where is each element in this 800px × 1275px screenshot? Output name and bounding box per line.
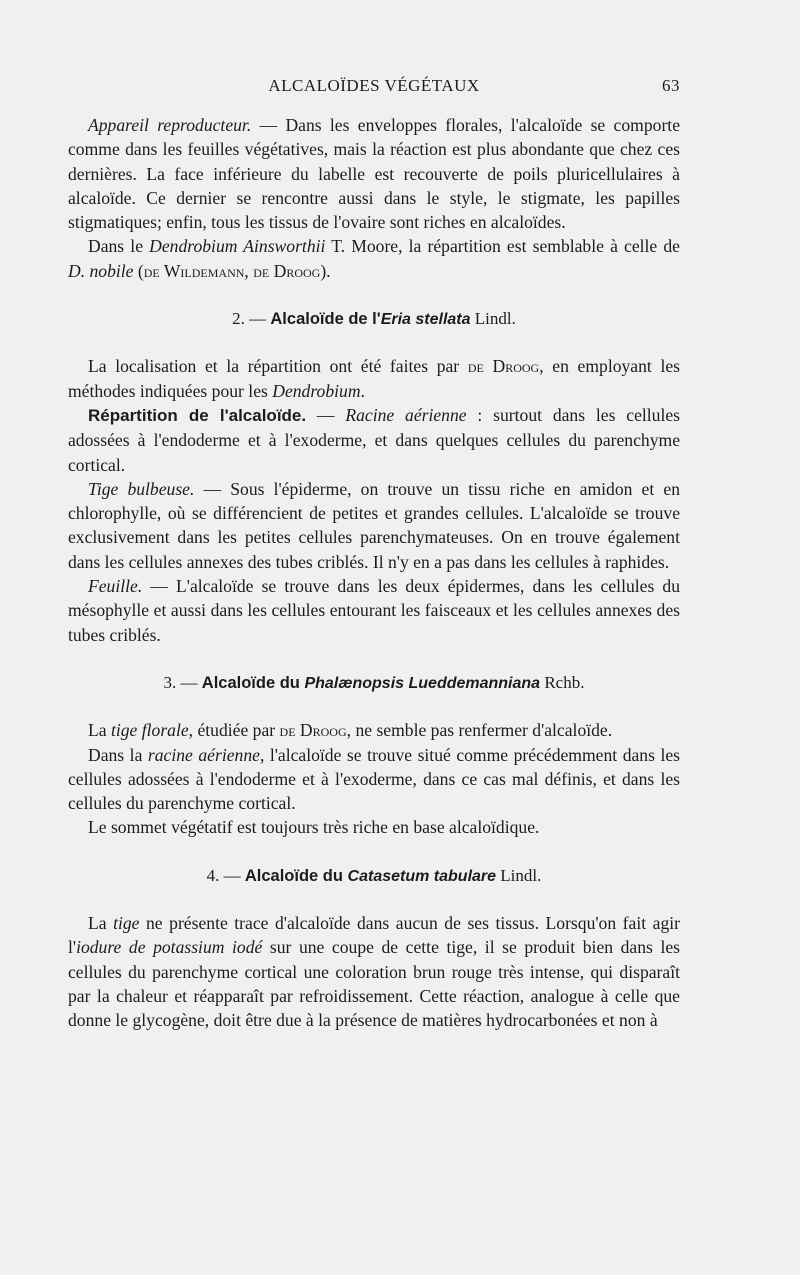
taxon-authority: Lindl. [470,309,516,329]
section-heading-3 [68,671,680,696]
subheading-bulbous-stem: Tige bulbeuse. [88,478,195,499]
paragraph-text: ). [320,260,331,281]
author-names: de Droog [467,356,540,377]
section-heading-4 [68,864,680,889]
section-taxon: Catasetum tabulare [347,867,497,885]
section-taxon: Phalænopsis Lueddemanniana [304,674,541,692]
paragraph-reproductive-organs [68,113,680,234]
paragraph-floral-stem [68,718,680,742]
subheading-aerial-root: racine aérienne [147,744,260,765]
running-title: ALCALOÏDES VÉGÉTAUX [268,76,480,95]
subheading-floral-stem: tige florale [110,720,189,741]
paragraph-text: , étudiée par [188,720,280,741]
paragraph-text: — [306,404,346,425]
subheading-reproductive-organs: Appareil reproducteur. [88,115,252,135]
section-title: Alcaloïde du [201,673,305,692]
paragraph-repartition [68,403,680,477]
paragraph-aerial-root [68,743,680,816]
running-head [68,76,680,98]
author-names: de Wildemann, de Droog [143,260,321,281]
paragraph-text: ( [133,260,144,281]
paragraph-text: : surtout dans les cellules adossées à l'endoderme et à l'exoderme, et dans quelques cellules du parenchyme cortical. [68,404,680,475]
subheading-stem: tige [113,913,140,934]
paragraph-text: La [88,720,111,741]
section-number: 4. — [206,865,245,885]
author-names: de Droog [279,720,347,741]
paragraph-text: ne présente trace d'alcaloïde dans aucun de ses tissus. Lorsqu'on fait agir l' [68,913,680,958]
body-text [68,113,680,1033]
paragraph-text: . [360,380,365,401]
paragraph-dendrobium-ainsworthii [68,234,680,283]
reagent-name: iodure de potassium iodé [76,937,263,958]
paragraph-leaf [68,574,680,647]
paragraph-vegetative-apex [68,815,680,839]
taxon-authority: Rchb. [540,672,585,692]
section-heading-2 [68,307,680,332]
subheading-leaf: Feuille. [88,576,143,597]
paragraph-text: La [88,913,114,934]
paragraph-stem-catasetum [68,911,680,1032]
section-number: 2. — [232,309,271,329]
taxon-name: Dendrobium Ainsworthii [149,236,326,257]
page-number: 63 [662,76,680,95]
paragraph-text: Dans le [88,236,150,257]
paragraph-localisation [68,354,680,403]
subheading-aerial-root: Racine aérienne [345,404,467,425]
paragraph-text: — Sous l'épiderme, on trouve un tissu riche en amidon et en chlorophylle, où se différencient de petites et grandes cellules. L'alcaloïde se trouve exclusivement dans les petites cellules parenchymateuses. On en trouve également dans les cellules annexes des tubes criblés. Il n'y en a pas dans les cellules à raphides. [68,478,680,572]
paragraph-text: , en employant les méthodes indiquées pour les [68,356,680,401]
paragraph-text: sur une coupe de cette tige, il se produit bien dans les cellules du parenchyme cortical une coloration brun rouge très intense, qui disparaît par la chaleur et réapparaît par refroidissement. Cette réaction, analogue à celle que donne le glycogène, doit être due à la présence de matières hydrocarbonées et non à [68,937,680,1031]
section-title: Alcaloïde de l' [270,310,381,329]
taxon-authority: Lindl. [496,865,542,885]
paragraph-text: T. Moore, la répartition est semblable à celle de [325,236,680,257]
taxon-name: Dendrobium [272,380,361,401]
taxon-name: D. nobile [68,260,134,281]
section-taxon: Eria stellata [380,311,471,329]
paragraph-text: — L'alcaloïde se trouve dans les deux épidermes, dans les cellules du mésophylle et aussi dans les cellules entourant les faisceaux et les cellules annexes des tubes criblés. [68,576,680,645]
section-title: Alcaloïde du [244,866,348,885]
paragraph-text: , ne semble pas renfermer d'alcaloïde. [346,720,613,741]
paragraph-text: , l'alcaloïde se trouve situé comme précédemment dans les cellules adossées à l'endoderme et à l'exoderme, dans ce cas mal définis, et dans les cellules du parenchyme cortical. [68,744,681,814]
section-number: 3. — [163,672,202,692]
paragraph-text: — Dans les enveloppes florales, l'alcaloïde se comporte comme dans les feuilles végétatives, mais la réaction est plus abondante que chez ces dernières. La face inférieure du labelle est recouverte de poils pluricellulaires à alcaloïde. Ce dernier se rencontre aussi dans le style, le stigmate, les papilles stigmatiques; enfin, tous les tissus de l'ovaire sont riches en alcaloïdes. [68,115,680,233]
paragraph-text: Dans la [88,744,148,765]
paragraph-bulbous-stem [68,477,680,574]
paragraph-text: Le sommet végétatif est toujours très riche en base alcaloïdique. [88,817,540,838]
paragraph-text: La localisation et la répartition ont été faites par [88,356,468,377]
subheading-repartition: Répartition de l'alcaloïde. [88,405,307,425]
